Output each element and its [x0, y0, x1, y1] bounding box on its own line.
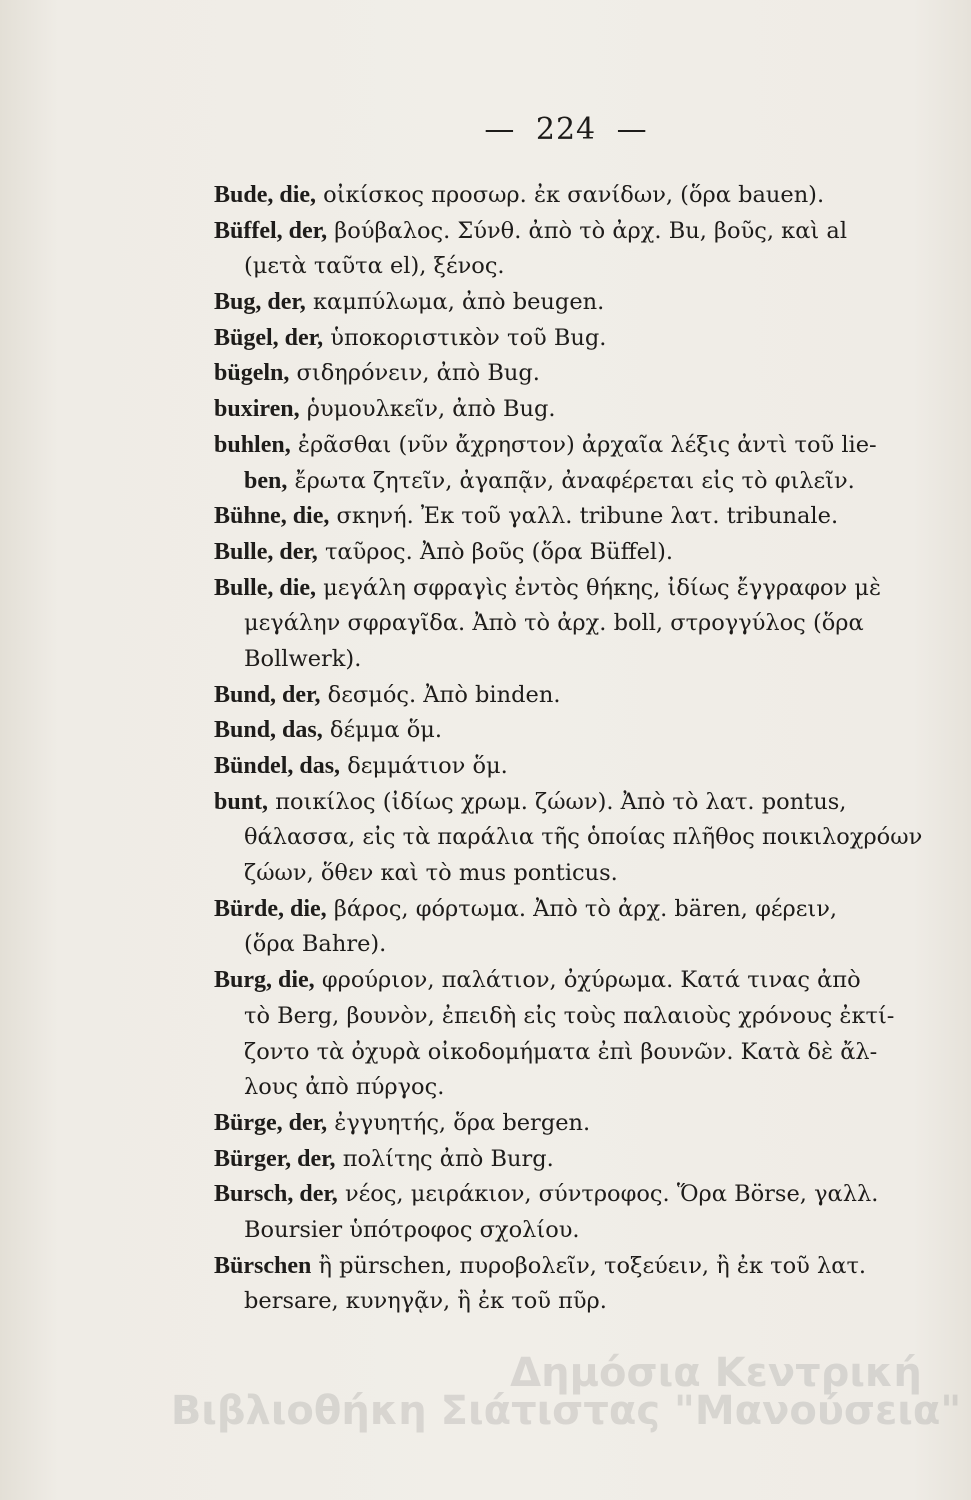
- definition-text: ἔρωτα ζητεῖν, ἀγαπᾷν, ἀναφέρεται εἰς τὸ φιλεῖν.: [287, 467, 855, 494]
- definition-text: δέμμα ὅμ.: [322, 717, 443, 744]
- page-number-dash-left: —: [484, 112, 516, 147]
- definition-text: ῥυμουλκεῖν, ἀπὸ Bug.: [299, 396, 556, 423]
- entry-line: [214, 963, 936, 999]
- definition-text: λους ἀπὸ πύργος.: [244, 1074, 445, 1101]
- headword: bügeln,: [214, 360, 290, 387]
- entry-line: [214, 713, 936, 749]
- headword: bunt,: [214, 788, 269, 815]
- entry-line: [214, 1142, 936, 1178]
- entry-continuation-line: [214, 1035, 936, 1071]
- entry-line: [214, 1177, 936, 1213]
- definition-text: (ὅρα Bahre).: [244, 931, 387, 958]
- entry-line: [214, 1106, 936, 1142]
- entry-line: [214, 535, 936, 571]
- headword: Bulle, die,: [214, 574, 317, 601]
- definition-text: καμπύλωμα, ἀπὸ beugen.: [305, 289, 605, 316]
- definition-text: ποικίλος (ἰδίως χρωμ. ζώων). Ἀπὸ τὸ λατ. pontus,: [268, 788, 847, 815]
- headword: Bulle, der,: [214, 538, 318, 565]
- page-number-dash-right: —: [616, 112, 648, 147]
- headword: Bürger, der,: [214, 1145, 336, 1172]
- entry-continuation-line: [214, 820, 936, 856]
- definition-text: πολίτης ἀπὸ Burg.: [335, 1145, 554, 1172]
- definition-text: ἐγγυητής, ὅρα bergen.: [327, 1109, 591, 1136]
- headword: Bude, die,: [214, 182, 317, 208]
- definition-text: δεσμός. Ἀπὸ binden.: [320, 681, 561, 708]
- entry-line: [214, 178, 936, 214]
- entry-line: [214, 678, 936, 714]
- entry-line: [214, 571, 936, 607]
- headword: Burg, die,: [214, 967, 315, 994]
- definition-text: βούβαλος. Σύνθ. ἀπὸ τὸ ἀρχ. Bu, βοῦς, καὶ al: [327, 217, 848, 244]
- headword: Bund, der,: [214, 681, 321, 708]
- headword: buhlen,: [214, 431, 291, 458]
- headword: Bürge, der,: [214, 1109, 328, 1136]
- definition-text: ταῦρος. Ἀπὸ βοῦς (ὅρα Büffel).: [317, 538, 674, 565]
- entry-continuation-line: [214, 1284, 936, 1320]
- definition-text: τὸ Berg, βουνὸν, ἐπειδὴ εἰς τοὺς παλαιοὺς χρόνους ἐκτί-: [244, 1002, 895, 1029]
- definition-text: σιδηρόνειν, ἀπὸ Bug.: [289, 360, 540, 387]
- page-number: 224: [535, 112, 597, 147]
- entry-continuation-line: [214, 1070, 936, 1106]
- entry-line: [214, 428, 936, 464]
- dictionary-entries: [214, 178, 936, 1320]
- definition-text: δεμμάτιον ὅμ.: [340, 753, 508, 779]
- entry-line: [214, 749, 936, 785]
- entry-continuation-line: [214, 642, 936, 678]
- definition-text: φρούριον, παλάτιον, ὀχύρωμα. Κατά τινας ἀπὸ: [314, 967, 861, 994]
- definition-text: ἢ pürschen, πυροβολεῖν, τοξεύειν, ἢ ἐκ τοῦ λατ.: [311, 1252, 867, 1279]
- definition-text: ἐρᾶσθαι (νῦν ἄχρηστον) ἀρχαῖα λέξις ἀντὶ τοῦ lie-: [290, 431, 877, 458]
- entry-continuation-line: [214, 1213, 936, 1249]
- entry-continuation-line: [214, 856, 936, 892]
- definition-text: νέος, μειράκιον, σύντροφος. Ὅρα Börse, γαλλ.: [337, 1181, 879, 1208]
- entry-line: [214, 321, 936, 357]
- definition-text: σκηνή. Ἐκ τοῦ γαλλ. tribune λατ. tribunale.: [329, 503, 839, 530]
- headword: Bühne, die,: [214, 503, 330, 530]
- entry-line: [214, 392, 936, 428]
- library-watermark-line1: Δημόσια Κεντρική: [510, 1350, 922, 1396]
- definition-text: μεγάλην σφραγῖδα. Ἀπὸ τὸ ἀρχ. boll, στρογγύλος (ὅρα: [244, 610, 864, 637]
- entry-continuation-line: [214, 606, 936, 642]
- entry-line: [214, 285, 936, 321]
- entry-line: [214, 892, 936, 928]
- definition-text: Bollwerk).: [244, 645, 362, 672]
- definition-text: θάλασσα, εἰς τὰ παράλια τῆς ὁποίας πλῆθος ποικιλοχρόων: [244, 824, 923, 851]
- entry-continuation-line: [214, 927, 936, 963]
- definition-text: οἰκίσκος προσωρ. ἐκ σανίδων, (ὅρα bauen).: [316, 182, 825, 208]
- definition-text: μεγάλη σφραγὶς ἐντὸς θήκης, ἰδίως ἔγγραφον μὲ: [316, 574, 882, 601]
- headword: Bund, das,: [214, 717, 323, 744]
- headword: Bug, der,: [214, 289, 306, 316]
- headword: Bürde, die,: [214, 895, 327, 922]
- headword: Bürschen: [214, 1252, 312, 1279]
- headword: buxiren,: [214, 396, 300, 423]
- definition-text: ζοντο τὰ ὀχυρὰ οἰκοδομήματα ἐπὶ βουνῶν. Κατὰ δὲ ἄλ-: [244, 1038, 878, 1065]
- headword: Bursch, der,: [214, 1181, 338, 1208]
- entry-line: [214, 1249, 936, 1285]
- definition-text: βάρος, φόρτωμα. Ἀπὸ τὸ ἀρχ. bären, φέρειν,: [326, 895, 838, 922]
- entry-continuation-line: [214, 249, 936, 285]
- definition-text: ζώων, ὅθεν καὶ τὸ mus ponticus.: [244, 860, 618, 887]
- headword: Büffel, der,: [214, 217, 328, 244]
- entry-continuation-line: [214, 999, 936, 1035]
- definition-text: Boursier ὑπότροφος σχολίου.: [244, 1216, 580, 1243]
- entry-line: [214, 464, 936, 500]
- entry-line: [214, 785, 936, 821]
- library-watermark-line2: Βιβλιοθήκη Σιάτιστας "Μανούσεια": [170, 1388, 962, 1434]
- page-number-header: [0, 112, 971, 147]
- definition-text: bersare, κυνηγᾷν, ἢ ἐκ τοῦ πῦρ.: [244, 1288, 607, 1315]
- entry-line: [214, 356, 936, 392]
- headword: Bündel, das,: [214, 753, 341, 779]
- headword: ben,: [244, 467, 288, 494]
- headword: Bügel, der,: [214, 324, 324, 351]
- entry-line: [214, 499, 936, 535]
- definition-text: (μετὰ ταῦτα el), ξένος.: [244, 253, 505, 280]
- entry-line: [214, 214, 936, 250]
- definition-text: ὑποκοριστικὸν τοῦ Bug.: [323, 324, 607, 351]
